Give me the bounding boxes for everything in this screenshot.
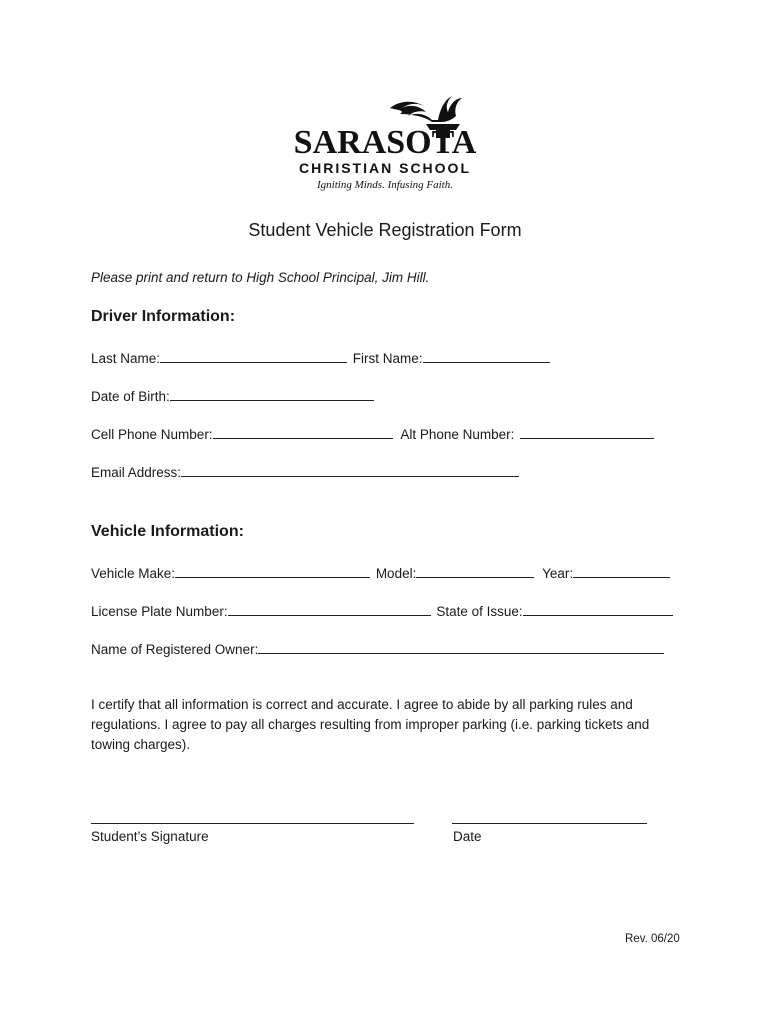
email-row <box>91 462 519 480</box>
date-label: Date <box>453 829 482 844</box>
last-name-field[interactable] <box>160 348 347 363</box>
state-of-issue-field[interactable] <box>523 601 673 616</box>
date-line[interactable] <box>452 823 647 824</box>
vehicle-make-field[interactable] <box>175 563 370 578</box>
registered-owner-field[interactable] <box>258 639 664 654</box>
dob-row <box>91 386 374 404</box>
driver-section-heading: Driver Information: <box>91 308 236 325</box>
revision-label: Rev. 06/20 <box>625 933 680 945</box>
email-field[interactable] <box>181 462 519 477</box>
student-signature-line[interactable] <box>91 823 414 824</box>
phone-row <box>91 424 654 442</box>
form-title: Student Vehicle Registration Form <box>248 220 522 240</box>
cell-phone-field[interactable] <box>213 424 393 439</box>
logo-wordmark: SARASOTA <box>293 124 477 161</box>
logo-tagline: Igniting Minds. Infusing Faith. <box>317 179 453 191</box>
year-label: Year: <box>542 566 574 581</box>
student-signature-label: Student’s Signature <box>91 829 209 844</box>
model-label: Model: <box>375 566 417 581</box>
vehicle-make-label: Vehicle Make: <box>91 566 176 581</box>
owner-row <box>91 639 664 657</box>
license-plate-field[interactable] <box>228 601 431 616</box>
email-label: Email Address: <box>91 465 182 480</box>
state-of-issue-label: State of Issue: <box>436 604 523 619</box>
form-instructions: Please print and return to High School Principal, Jim Hill. <box>91 270 430 285</box>
plate-state-row <box>91 601 673 619</box>
cell-phone-label: Cell Phone Number: <box>91 427 213 442</box>
dob-label: Date of Birth: <box>91 389 170 404</box>
vehicle-section-heading: Vehicle Information: <box>91 523 244 540</box>
first-name-label: First Name: <box>352 351 423 366</box>
certification-text: I certify that all information is correct and accurate. I agree to abide by all parking rules and regulations. I agree to pay all charges resulting from improper parking (i.e. parking tickets and towing charges). <box>91 697 650 752</box>
dob-field[interactable] <box>170 386 374 401</box>
license-plate-label: License Plate Number: <box>91 604 228 619</box>
name-row <box>91 348 550 366</box>
first-name-field[interactable] <box>423 348 550 363</box>
last-name-label: Last Name: <box>91 351 161 366</box>
alt-phone-label: Alt Phone Number: <box>400 427 515 442</box>
year-field[interactable] <box>573 563 670 578</box>
logo-subtitle: CHRISTIAN SCHOOL <box>299 160 471 176</box>
make-model-year-row <box>91 563 670 581</box>
model-field[interactable] <box>416 563 534 578</box>
registered-owner-label: Name of Registered Owner: <box>91 642 259 657</box>
alt-phone-field[interactable] <box>520 424 654 439</box>
